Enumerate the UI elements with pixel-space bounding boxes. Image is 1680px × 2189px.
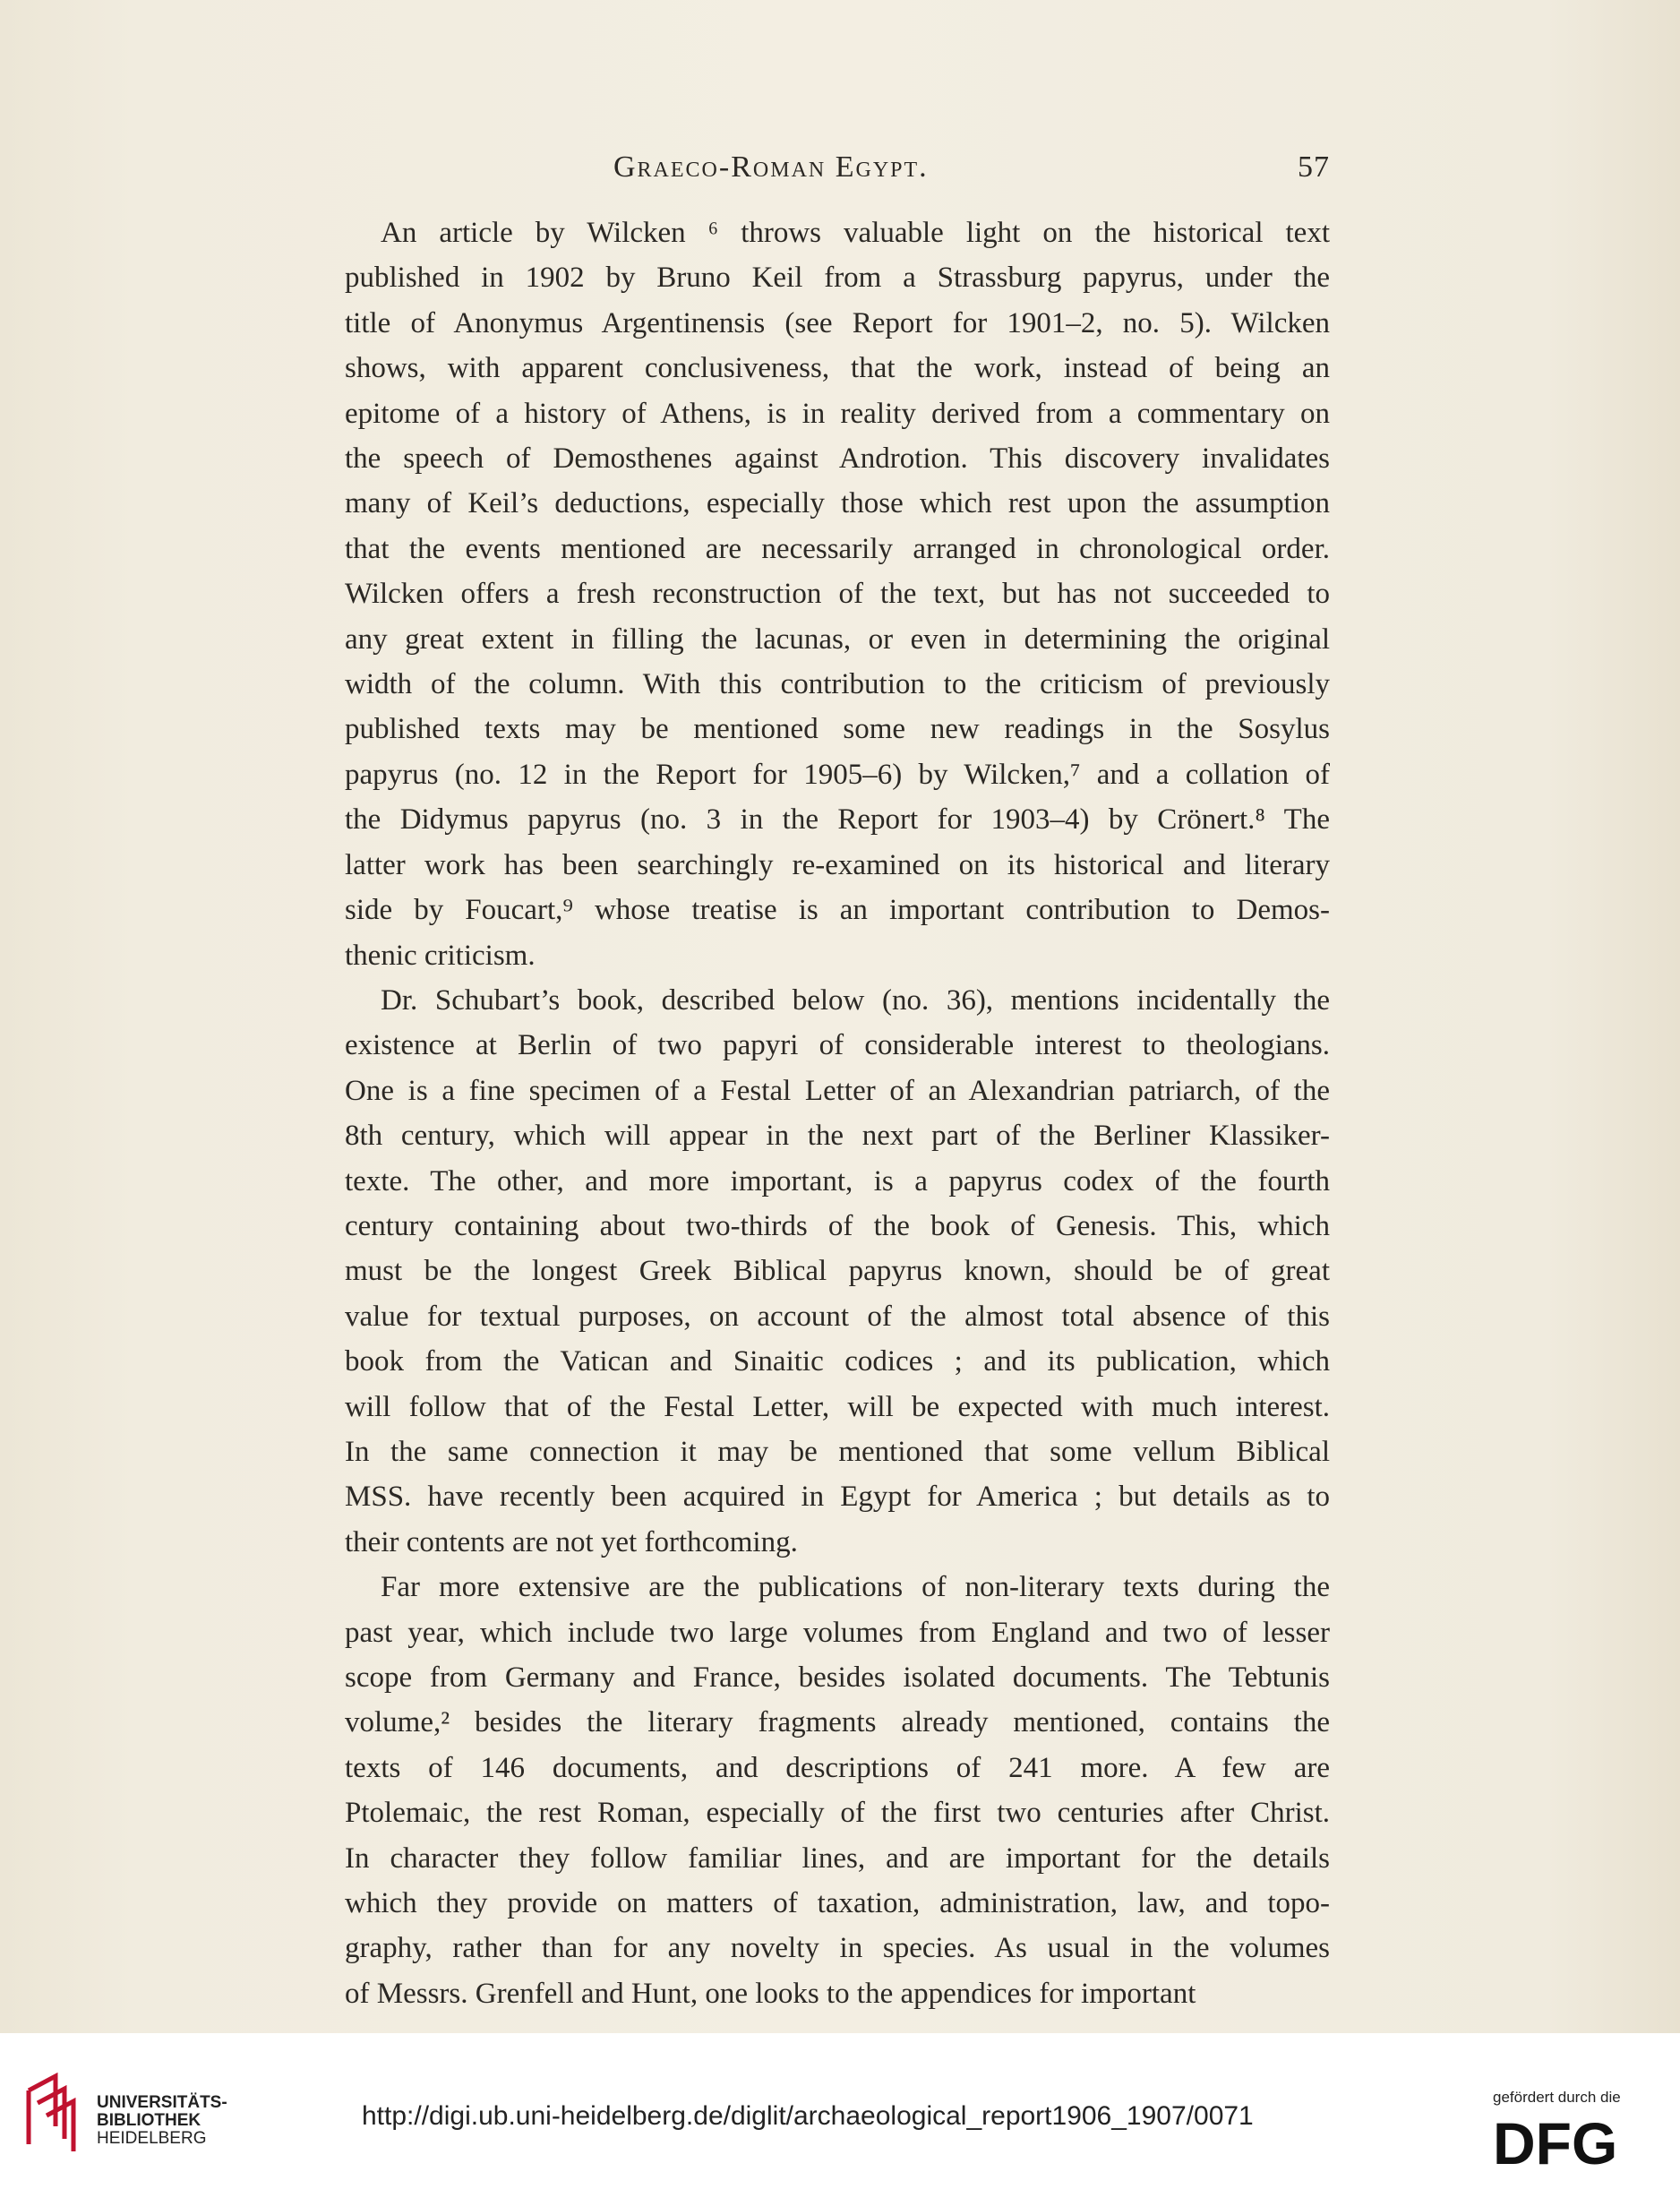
text-line: which they provide on matters of taxation, administration, law, and topo- [345, 1887, 1330, 1920]
text-line: published texts may be mentioned some new readings in the Sosylus [345, 713, 1330, 746]
page-number: 57 [1298, 150, 1330, 184]
text-line: must be the longest Greek Biblical papyrus known, should be of great [345, 1255, 1330, 1288]
library-name-line-3: HEIDELBERG [97, 2129, 207, 2148]
text-line: papyrus (no. 12 in the Report for 1905–6) by Wilcken,⁷ and a collation of [345, 758, 1330, 791]
dfg-logo-icon [1489, 2112, 1641, 2169]
text-line: width of the column. With this contribution to the criticism of previously [345, 668, 1330, 701]
text-line: their contents are not yet forthcoming. [345, 1525, 798, 1558]
text-line: will follow that of the Festal Letter, will be expected with much interest. [345, 1390, 1330, 1423]
text-line: existence at Berlin of two papyri of considerable interest to theologians. [345, 1029, 1330, 1062]
text-line: 8th century, which will appear in the next part of the Berliner Klassiker- [345, 1120, 1330, 1153]
text-line: scope from Germany and France, besides isolated documents. The Tebtunis [345, 1661, 1330, 1694]
funded-by-label: gefördert durch die [1493, 2089, 1621, 2106]
text-line: latter work has been searchingly re-examined on its historical and literary [345, 848, 1330, 881]
page-header [345, 150, 1330, 195]
library-name [97, 2094, 227, 2148]
dfg-logo-text: DFG [1493, 2112, 1618, 2169]
paragraph [345, 978, 1330, 1565]
text-line: any great extent in filling the lacunas, or even in determining the original [345, 622, 1330, 656]
body-text [345, 210, 1330, 2016]
text-line: MSS. have recently been acquired in Egypt for America ; but details as to [345, 1481, 1330, 1514]
viewer-footer [0, 2033, 1680, 2189]
library-name-line-2: BIBLIOTHEK [97, 2111, 201, 2130]
text-line: the speech of Demosthenes against Androtion. This discovery invalidates [345, 442, 1330, 476]
text-line: the Didymus papyrus (no. 3 in the Report for 1903–4) by Crönert.⁸ The [345, 803, 1330, 837]
text-line: Far more extensive are the publications of non-literary texts during the [381, 1571, 1330, 1604]
text-line: texte. The other, and more important, is a papyrus codex of the fourth [345, 1164, 1330, 1198]
text-line: graphy, rather than for any novelty in species. As usual in the volumes [345, 1932, 1330, 1965]
text-line: past year, which include two large volumes from England and two of lesser [345, 1616, 1330, 1649]
paragraph [345, 1565, 1330, 2016]
text-line: shows, with apparent conclusiveness, that the work, instead of being an [345, 352, 1330, 385]
university-library-logo-icon [20, 2073, 84, 2159]
text-line: In the same connection it may be mentioned that some vellum Biblical [345, 1435, 1330, 1468]
text-line: that the events mentioned are necessarily arranged in chronological order. [345, 532, 1330, 565]
text-line: Wilcken offers a fresh reconstruction of the text, but has not succeeded to [345, 578, 1330, 611]
paragraph [345, 210, 1330, 978]
text-line: century containing about two-thirds of the book of Genesis. This, which [345, 1209, 1330, 1242]
text-line: published in 1902 by Bruno Keil from a Strassburg papyrus, under the [345, 262, 1330, 295]
text-line: volume,² besides the literary fragments already mentioned, contains the [345, 1706, 1330, 1739]
text-line: title of Anonymus Argentinensis (see Report for 1901–2, no. 5). Wilcken [345, 306, 1330, 339]
running-title: Graeco-Roman Egypt. [613, 150, 929, 184]
text-line: many of Keil’s deductions, especially those which rest upon the assumption [345, 487, 1330, 520]
text-line: epitome of a history of Athens, is in reality derived from a commentary on [345, 397, 1330, 430]
text-line: side by Foucart,⁹ whose treatise is an important contribution to Demos- [345, 894, 1330, 927]
text-line: texts of 146 documents, and descriptions of 241 more. A few are [345, 1751, 1330, 1784]
permalink-url[interactable]: http://digi.ub.uni-heidelberg.de/diglit/archaeological_report1906_1907/0071 [362, 2101, 1254, 2131]
library-name-line-1: UNIVERSITÄTS- [97, 2093, 227, 2112]
text-line: In character they follow familiar lines, and are important for the details [345, 1841, 1330, 1875]
text-line: An article by Wilcken ⁶ throws valuable light on the historical text [381, 217, 1330, 249]
text-line: Ptolemaic, the rest Roman, especially of the first two centuries after Christ. [345, 1797, 1330, 1830]
text-line: thenic criticism. [345, 939, 536, 972]
text-line: Dr. Schubart’s book, described below (no. 36), mentions incidentally the [381, 983, 1330, 1017]
text-line: One is a fine specimen of a Festal Letter of an Alexandrian patriarch, of the [345, 1074, 1330, 1107]
text-line: book from the Vatican and Sinaitic codices ; and its publication, which [345, 1345, 1330, 1378]
text-line: value for textual purposes, on account of the almost total absence of this [345, 1300, 1330, 1333]
text-line: of Messrs. Grenfell and Hunt, one looks to the appendices for important [345, 1977, 1196, 2010]
